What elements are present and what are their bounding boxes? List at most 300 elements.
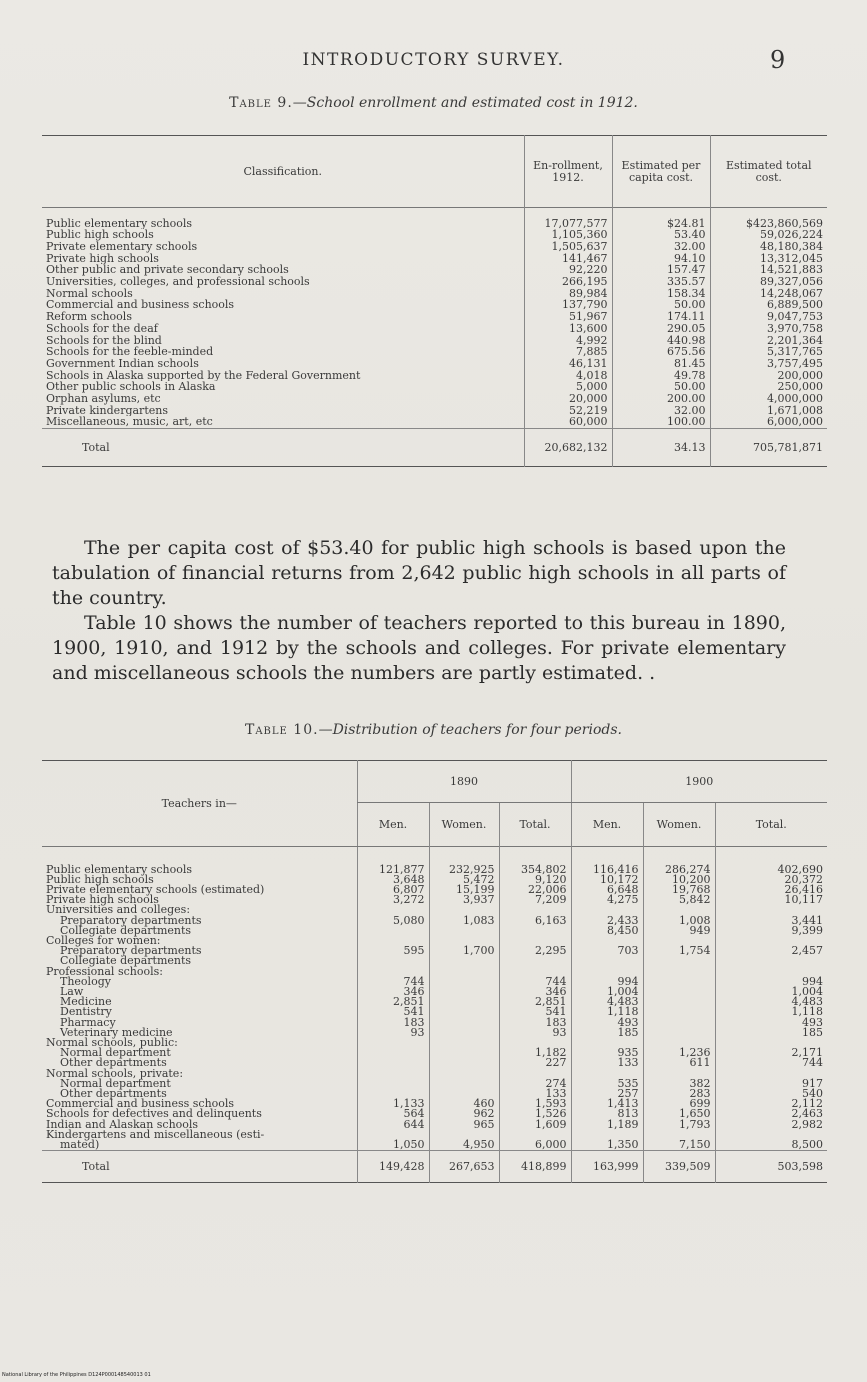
table-cell: 1,236 (643, 1048, 715, 1058)
total-cell: 705,781,871 (710, 429, 827, 467)
total-cell: 267,653 (429, 1151, 499, 1183)
row-label: Private high schools (46, 252, 159, 265)
row-label: Professional schools: (46, 964, 163, 978)
table-cell: 1,526 (499, 1109, 571, 1119)
table-cell (429, 1007, 499, 1017)
table-cell: 14,248,067 (710, 288, 827, 300)
row-label: Dentistry (60, 1005, 112, 1019)
table9-header-classification: Classification. (243, 164, 322, 178)
table-cell: 1,118 (571, 1007, 643, 1017)
spacer-cell (612, 208, 710, 218)
table-cell: 4,000,000 (710, 393, 827, 405)
table-cell: 2,433 (571, 916, 643, 926)
table-cell: 6,889,500 (710, 299, 827, 311)
table-cell: 49.78 (612, 370, 710, 382)
table-cell (429, 967, 499, 977)
table-cell: 200.00 (612, 393, 710, 405)
table-cell: 744 (499, 977, 571, 987)
table-cell: 3,970,758 (710, 323, 827, 335)
total-row (42, 1151, 827, 1183)
table-cell: 183 (499, 1018, 571, 1028)
table-cell: 4,950 (429, 1140, 499, 1151)
table-cell: 535 (571, 1079, 643, 1089)
table-cell (429, 1038, 499, 1048)
table-cell: 1,413 (571, 1099, 643, 1109)
table-cell (429, 1079, 499, 1089)
table-cell: 50.00 (612, 381, 710, 393)
table-cell: 9,120 (499, 875, 571, 885)
spacer-cell (357, 847, 429, 865)
table-cell: 1,671,008 (710, 405, 827, 417)
row-label: Private kindergartens (46, 404, 168, 417)
table-cell: 440.98 (612, 335, 710, 347)
total-cell: 339,509 (643, 1151, 715, 1183)
row-label: Schools for the deaf (46, 322, 158, 335)
table-cell: 51,967 (524, 311, 612, 323)
table-cell: 5,472 (429, 875, 499, 885)
table-cell: 50.00 (612, 299, 710, 311)
row-label: Law (60, 984, 84, 998)
table-cell: 3,937 (429, 895, 499, 905)
table-cell: 81.45 (612, 358, 710, 370)
table-cell: 13,312,045 (710, 253, 827, 265)
table-cell: 2,982 (715, 1120, 827, 1130)
table-cell (429, 987, 499, 997)
table-cell (643, 1007, 715, 1017)
table-cell: 13,600 (524, 323, 612, 335)
table-cell: 1,609 (499, 1120, 571, 1130)
table-cell: 121,877 (357, 865, 429, 875)
row-label: Pharmacy (60, 1015, 116, 1029)
table-cell (429, 997, 499, 1007)
table9-caption-title: —School enrollment and estimated cost in 1912. (292, 95, 638, 111)
table-cell: 1,505,637 (524, 241, 612, 253)
row-label: Theology (60, 974, 111, 988)
total-cell: 20,682,132 (524, 429, 612, 467)
table-cell (643, 967, 715, 977)
table-cell: 133 (571, 1058, 643, 1068)
table-cell: 1,650 (643, 1109, 715, 1119)
table-cell: 137,790 (524, 299, 612, 311)
table-cell (357, 1079, 429, 1089)
table9-body (42, 208, 827, 467)
table-cell: 26,416 (715, 885, 827, 895)
row-label: Schools in Alaska supported by the Federal Government (46, 369, 361, 382)
table10-caption-title: —Distribution of teachers for four periods. (318, 722, 622, 738)
table-cell: 493 (715, 1018, 827, 1028)
table-cell: 564 (357, 1109, 429, 1119)
table9-header-enrollment: En-rollment, 1912. (524, 136, 612, 208)
table-cell (429, 1048, 499, 1058)
total-cell: 163,999 (571, 1151, 643, 1183)
table-cell: 3,272 (357, 895, 429, 905)
row-label: Normal department (60, 1046, 171, 1060)
row-label: Normal department (60, 1076, 171, 1090)
table-cell: 4,992 (524, 335, 612, 347)
table-cell (715, 956, 827, 966)
table-cell: 10,172 (571, 875, 643, 885)
table-row (42, 416, 827, 428)
table-cell: 994 (715, 977, 827, 987)
table-cell: 100.00 (612, 416, 710, 428)
row-label: Other departments (60, 1056, 167, 1070)
total-label: Total (42, 429, 524, 467)
table-cell: 402,690 (715, 865, 827, 875)
table10-caption (0, 722, 867, 738)
table-cell (357, 1058, 429, 1068)
table-cell: 6,807 (357, 885, 429, 895)
table-cell: 3,648 (357, 875, 429, 885)
table-row (42, 346, 827, 358)
row-label: Reform schools (46, 311, 132, 323)
total-cell: 418,899 (499, 1151, 571, 1183)
table-cell: 5,080 (357, 916, 429, 926)
row-label: Commercial and business schools (46, 299, 235, 312)
table-cell: 611 (643, 1058, 715, 1068)
total-cell: 503,598 (715, 1151, 827, 1183)
table-cell: 4,275 (571, 895, 643, 905)
table9-header-per-capita: Estimated per capita cost. (612, 136, 710, 208)
table-cell: 283 (643, 1089, 715, 1099)
table-cell: 7,209 (499, 895, 571, 905)
table-cell: 4,018 (524, 370, 612, 382)
table-cell: 93 (357, 1028, 429, 1038)
table-row (42, 241, 827, 253)
row-label: Colleges for women: (46, 933, 161, 947)
spacer-cell (42, 208, 524, 218)
row-label: Private elementary schools (estimated) (46, 882, 265, 896)
table-cell: 949 (643, 926, 715, 936)
table-row (42, 335, 827, 347)
spacer-cell (715, 847, 827, 865)
table-cell: 1,189 (571, 1120, 643, 1130)
table10-caption-label: Table 10. (245, 722, 319, 738)
table-row (42, 358, 827, 370)
table-cell (357, 1069, 429, 1079)
table-cell: 22,006 (499, 885, 571, 895)
spacer-cell (571, 847, 643, 865)
table-cell: 6,000 (499, 1140, 571, 1151)
table-cell: 17,077,577 (524, 218, 612, 230)
row-label: Other public schools in Alaska (46, 381, 216, 394)
row-label: Public elementary schools (46, 862, 193, 876)
table-cell (429, 926, 499, 936)
paragraph: The per capita cost of $53.40 for public high schools is based upon the tabulation of financial returns from 2,642 public high schools in all parts of the country. (52, 537, 786, 609)
row-label: Miscellaneous, music, art, etc (46, 416, 213, 429)
row-label: Schools for the blind (46, 334, 162, 347)
table-row (42, 381, 827, 393)
table-cell: 2,295 (499, 946, 571, 956)
table-row (42, 1140, 827, 1151)
table-cell: 200,000 (710, 370, 827, 382)
table-cell: 1,008 (643, 916, 715, 926)
paragraph: Table 10 shows the number of teachers reported to this bureau in 1890, 1900, 1910, and 1912 by the schools and colleges. For private elementary and miscellaneous schools the numbers are partly estimated. . (52, 612, 786, 684)
table-cell: 1,083 (429, 916, 499, 926)
table-row (42, 253, 827, 265)
table10 (42, 760, 827, 1183)
table-cell: 185 (715, 1028, 827, 1038)
spacer-row (42, 847, 827, 865)
library-stamp: National Library of the Philippines D124P000148540013 01 (2, 1372, 151, 1378)
row-label: Kindergartens and miscellaneous (esti- (46, 1127, 265, 1141)
table-cell: 2,201,364 (710, 335, 827, 347)
row-label: Schools for defectives and delinquents (46, 1107, 262, 1121)
row-label: Schools for the feeble-minded (46, 346, 214, 358)
table-cell: 232,925 (429, 865, 499, 875)
spacer-cell (643, 847, 715, 865)
table-cell: 5,000 (524, 381, 612, 393)
row-label: Private elementary schools (46, 240, 198, 253)
row-label: Medicine (60, 995, 112, 1009)
table10-row-header: Teachers in— (42, 761, 357, 847)
table-cell: 19,768 (643, 885, 715, 895)
table-cell: 4,483 (571, 997, 643, 1007)
total-cell: 149,428 (357, 1151, 429, 1183)
table-cell: 8,500 (715, 1140, 827, 1151)
table-cell (357, 926, 429, 936)
table-cell (357, 956, 429, 966)
row-label: Veterinary medicine (60, 1025, 173, 1039)
table-cell: 744 (715, 1058, 827, 1068)
row-label: Orphan asylums, etc (46, 393, 161, 405)
table-cell: 14,521,883 (710, 264, 827, 276)
table-cell: 7,150 (643, 1140, 715, 1151)
table-cell: 185 (571, 1028, 643, 1038)
row-label: Normal schools, public: (46, 1035, 178, 1049)
row-label: Public high schools (46, 229, 154, 241)
spacer-cell (499, 847, 571, 865)
table-cell: 962 (429, 1109, 499, 1119)
table-cell: 965 (429, 1120, 499, 1130)
table-cell: 935 (571, 1048, 643, 1058)
table-cell: 32.00 (612, 241, 710, 253)
table-cell: 257 (571, 1089, 643, 1099)
table-row (42, 997, 827, 1007)
table-cell: 1,004 (715, 987, 827, 997)
row-label: Other departments (60, 1086, 167, 1100)
table-cell (429, 1058, 499, 1068)
table-cell: 1,133 (357, 1099, 429, 1109)
table-cell: 1,004 (571, 987, 643, 997)
table-cell (643, 956, 715, 966)
table-cell: 53.40 (612, 229, 710, 241)
table9-caption-label: Table 9. (229, 95, 293, 111)
spacer-cell (710, 208, 827, 218)
table-cell: 266,195 (524, 276, 612, 288)
table-row (42, 264, 827, 276)
page-number: 9 (770, 46, 786, 74)
table-cell: 1,118 (715, 1007, 827, 1017)
table-cell: 595 (357, 946, 429, 956)
row-label: Universities and colleges: (46, 903, 191, 917)
table-cell: 274 (499, 1079, 571, 1089)
table-cell: 116,416 (571, 865, 643, 875)
table9-caption (0, 95, 867, 111)
table-cell: 7,885 (524, 346, 612, 358)
table-cell: 141,467 (524, 253, 612, 265)
table10-body (42, 847, 827, 1183)
table-cell: 1,182 (499, 1048, 571, 1058)
table-cell: 3,441 (715, 916, 827, 926)
table-cell: 5,317,765 (710, 346, 827, 358)
table-cell: 994 (571, 977, 643, 987)
table-cell: 9,047,753 (710, 311, 827, 323)
table-row (42, 393, 827, 405)
table9 (42, 135, 827, 467)
table-cell: 133 (499, 1089, 571, 1099)
table-cell: 1,350 (571, 1140, 643, 1151)
spacer-cell (524, 208, 612, 218)
row-label: Other public and private secondary schools (46, 264, 289, 277)
row-label: mated) (60, 1137, 100, 1151)
table-row (42, 311, 827, 323)
table-cell: 2,112 (715, 1099, 827, 1109)
table-cell (357, 1048, 429, 1058)
table-cell: 93 (499, 1028, 571, 1038)
table-cell: 6,000,000 (710, 416, 827, 428)
table10-subheader: Total. (499, 803, 571, 847)
table-cell: 9,399 (715, 926, 827, 936)
row-label: Preparatory departments (60, 944, 202, 958)
table-cell (499, 956, 571, 966)
row-label: Public elementary schools (46, 217, 193, 230)
row-label: Preparatory departments (60, 913, 202, 927)
table-cell: 183 (357, 1018, 429, 1028)
table-cell: 32.00 (612, 405, 710, 417)
row-label: Public high schools (46, 872, 154, 886)
table-cell: $24.81 (612, 218, 710, 230)
table-cell: 1,754 (643, 946, 715, 956)
table-cell: 46,131 (524, 358, 612, 370)
total-label: Total (42, 1151, 357, 1183)
table-cell (643, 997, 715, 1007)
table-cell: 92,220 (524, 264, 612, 276)
table-cell: 8,450 (571, 926, 643, 936)
table-cell: $423,860,569 (710, 218, 827, 230)
table-cell: 286,274 (643, 865, 715, 875)
table-cell: 20,000 (524, 393, 612, 405)
table-cell: 346 (357, 987, 429, 997)
table-cell: 227 (499, 1058, 571, 1068)
row-label: Collegiate departments (60, 954, 192, 968)
table-cell: 917 (715, 1079, 827, 1089)
spacer-cell (42, 847, 357, 865)
table-row (42, 299, 827, 311)
table-cell: 335.57 (612, 276, 710, 288)
table-cell: 2,171 (715, 1048, 827, 1058)
table10-subheader: Men. (357, 803, 429, 847)
table-cell: 250,000 (710, 381, 827, 393)
table-cell: 2,851 (499, 997, 571, 1007)
table-cell (643, 1018, 715, 1028)
table-cell: 59,026,224 (710, 229, 827, 241)
table-cell: 10,200 (643, 875, 715, 885)
row-label: Private high schools (46, 893, 159, 907)
spacer-row (42, 208, 827, 218)
table-cell: 354,802 (499, 865, 571, 875)
table-cell: 382 (643, 1079, 715, 1089)
table-row (42, 288, 827, 300)
table10-subheader: Women. (429, 803, 499, 847)
table-cell: 10,117 (715, 895, 827, 905)
table-cell: 89,327,056 (710, 276, 827, 288)
table-cell: 2,457 (715, 946, 827, 956)
table-cell (429, 1018, 499, 1028)
table-cell: 174.11 (612, 311, 710, 323)
body-text (52, 536, 786, 686)
table-cell: 158.34 (612, 288, 710, 300)
table9-header-total-cost: Estimated total cost. (710, 136, 827, 208)
table-cell: 20,372 (715, 875, 827, 885)
table-cell: 541 (357, 1007, 429, 1017)
table-cell: 5,842 (643, 895, 715, 905)
table-cell (429, 1069, 499, 1079)
table-cell: 540 (715, 1089, 827, 1099)
table-cell (571, 956, 643, 966)
table-cell (429, 977, 499, 987)
table-cell: 1,593 (499, 1099, 571, 1109)
table-cell: 541 (499, 1007, 571, 1017)
running-head: INTRODUCTORY SURVEY. (302, 50, 565, 70)
table-row (42, 323, 827, 335)
table-row (42, 987, 827, 997)
table-cell (499, 926, 571, 936)
table-cell: 60,000 (524, 416, 612, 428)
row-label: Indian and Alaskan schools (46, 1117, 199, 1131)
total-row (42, 429, 827, 467)
table-cell: 1,700 (429, 946, 499, 956)
table-cell (643, 987, 715, 997)
table-row (42, 967, 827, 977)
table-cell: 493 (571, 1018, 643, 1028)
table10-year-1900: 1900 (571, 761, 827, 803)
row-label: Normal schools, private: (46, 1066, 184, 1080)
table-cell: 157.47 (612, 264, 710, 276)
table-cell (643, 977, 715, 987)
table-row (42, 276, 827, 288)
total-cell: 34.13 (612, 429, 710, 467)
row-label: Universities, colleges, and professional schools (46, 276, 310, 288)
table-row (42, 370, 827, 382)
table-row (42, 405, 827, 417)
table-cell: 290.05 (612, 323, 710, 335)
table-cell (429, 956, 499, 966)
table-cell: 1,793 (643, 1120, 715, 1130)
table-cell: 346 (499, 987, 571, 997)
table10-subheader: Men. (571, 803, 643, 847)
table10-subheader: Women. (643, 803, 715, 847)
table-cell (643, 1028, 715, 1038)
table-cell: 6,163 (499, 916, 571, 926)
table-cell: 699 (643, 1099, 715, 1109)
row-label: Collegiate departments (60, 923, 192, 937)
table-cell: 644 (357, 1120, 429, 1130)
row-label: Normal schools (46, 287, 133, 300)
table-cell: 3,757,495 (710, 358, 827, 370)
table-cell: 703 (571, 946, 643, 956)
table-cell: 52,219 (524, 405, 612, 417)
row-label: Commercial and business schools (46, 1097, 235, 1111)
spacer-cell (429, 847, 499, 865)
table-cell: 94.10 (612, 253, 710, 265)
table-row (42, 977, 827, 987)
table-cell (357, 1038, 429, 1048)
table-cell: 1,105,360 (524, 229, 612, 241)
table-cell: 1,050 (357, 1140, 429, 1151)
table-cell: 6,648 (571, 885, 643, 895)
table-cell: 744 (357, 977, 429, 987)
table-cell: 2,851 (357, 997, 429, 1007)
